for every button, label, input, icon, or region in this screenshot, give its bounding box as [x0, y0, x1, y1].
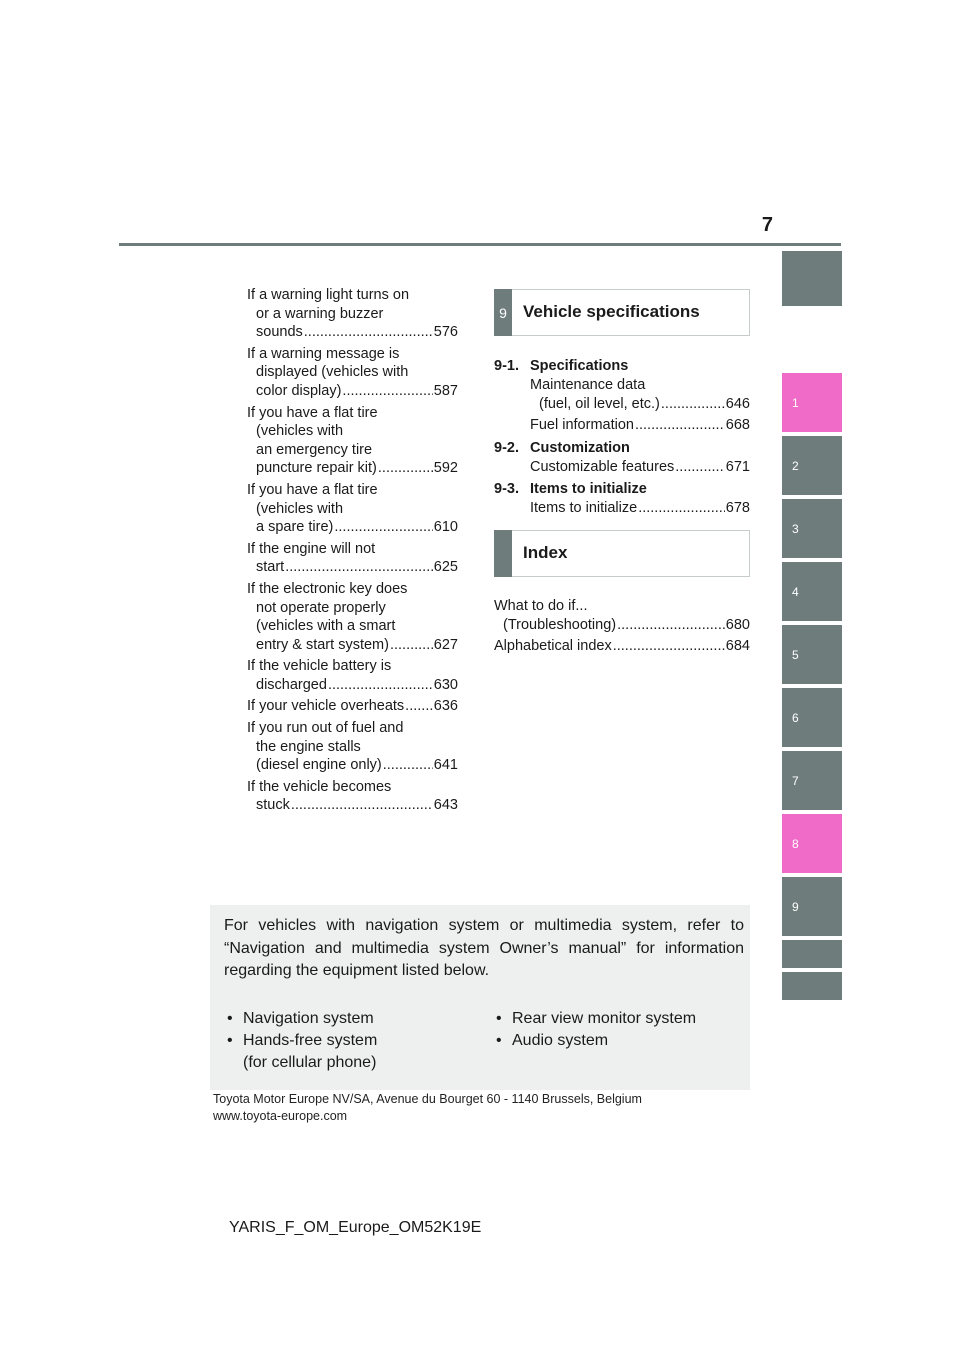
toc-entry-text: (fuel, oil level, etc.): [539, 395, 660, 412]
toc-entry[interactable]: [494, 458, 750, 477]
chapter-tab-blank[interactable]: [782, 251, 842, 306]
section-9-entries: [494, 356, 750, 518]
toc-entry[interactable]: [247, 657, 458, 694]
bullet-text: Hands-free system (for cellular phone): [243, 1032, 378, 1071]
subsection-heading[interactable]: [494, 356, 750, 376]
toc-entry[interactable]: [247, 580, 458, 654]
chapter-tab-label: 3: [792, 521, 799, 536]
note-bullet: [227, 1030, 377, 1074]
toc-page-number: 587: [433, 382, 458, 399]
bullet-dot: •: [227, 1032, 233, 1049]
toc-entry-text: Alphabetical index: [494, 638, 612, 655]
chapter-tab-9[interactable]: [782, 877, 842, 936]
note-bullets-left: [227, 1008, 377, 1074]
dot-leader: [285, 558, 433, 577]
toc-right-column: [494, 289, 750, 659]
toc-entry-line: If a warning message is: [247, 345, 400, 362]
subsection-id: 9-1.: [494, 358, 519, 374]
section-9-header: [494, 289, 750, 336]
dot-leader: [328, 676, 433, 695]
toc-entry-line: (vehicles with a smart: [256, 618, 396, 635]
chapter-tab-6[interactable]: [782, 688, 842, 747]
publisher-website: www.toyota-europe.com: [213, 1109, 348, 1123]
toc-entry[interactable]: [494, 597, 750, 634]
toc-entry-line: If the engine will not: [247, 540, 376, 557]
chapter-tab-label: 6: [792, 710, 799, 725]
note-text: For vehicles with navigation system or multimedia system, refer to “Navigation and multimedia system Owner’s manual” for information regarding the equipment listed below.: [224, 917, 744, 979]
toc-entry-line: (vehicles with: [256, 423, 344, 440]
chapter-tab-blank[interactable]: [782, 972, 842, 1000]
toc-left-column: [247, 286, 458, 818]
dot-leader: [635, 416, 725, 435]
bullet-text: Navigation system: [243, 1010, 374, 1027]
page-number: 7: [761, 214, 773, 236]
section-9-number: 9: [494, 289, 512, 336]
index-entries: [494, 597, 750, 656]
dot-leader: [675, 458, 725, 477]
index-header: [494, 530, 750, 577]
toc-entry-line: If you have a flat tire: [247, 481, 378, 498]
toc-page-number: 627: [433, 636, 458, 653]
toc-page-number: 636: [433, 698, 458, 715]
toc-entry-line: (vehicles with: [256, 500, 344, 517]
toc-page-number: 625: [433, 559, 458, 576]
note-bullet: [227, 1008, 377, 1030]
toc-page-number: 592: [433, 460, 458, 477]
toc-entry-line: Maintenance data: [530, 377, 646, 393]
toc-entry-line: What to do if...: [494, 597, 588, 614]
chapter-tab-label: 2: [792, 458, 799, 473]
dot-leader: [342, 382, 432, 401]
subsection-heading[interactable]: [494, 438, 750, 458]
chapter-tab-label: 5: [792, 647, 799, 662]
toc-entry-text: Items to initialize: [530, 500, 638, 517]
chapter-tab-blank[interactable]: [782, 940, 842, 968]
toc-page-number: 684: [725, 638, 750, 655]
dot-leader: [661, 395, 725, 414]
bullet-dot: •: [496, 1010, 502, 1027]
publisher-address: Toyota Motor Europe NV/SA, Avenue du Bourget 60 - 1140 Brussels, Belgium: [213, 1092, 642, 1106]
toc-entry-text: discharged: [256, 676, 327, 693]
toc-page-number: 668: [725, 417, 750, 434]
toc-entry-text: Fuel information: [530, 417, 634, 434]
toc-entry-text: If your vehicle overheats: [247, 698, 405, 715]
chapter-tab-1[interactable]: [782, 373, 842, 432]
toc-entry-line: If the vehicle becomes: [247, 778, 392, 795]
subsection-title: Specifications: [530, 358, 629, 374]
toc-entry-text: sounds: [256, 324, 303, 341]
toc-entry[interactable]: [494, 416, 750, 435]
toc-entry-text: start: [256, 559, 285, 576]
toc-entry-line: If the vehicle battery is: [247, 658, 392, 675]
toc-entry[interactable]: [494, 376, 750, 413]
bullet-text: Rear view monitor system: [512, 1010, 697, 1027]
chapter-tab-label: 8: [792, 836, 799, 851]
toc-entry[interactable]: [494, 499, 750, 518]
dot-leader: [390, 636, 433, 655]
toc-entry[interactable]: [247, 697, 458, 716]
dot-leader: [334, 518, 432, 537]
toc-entry[interactable]: [247, 540, 458, 577]
chapter-tab-label: 7: [792, 773, 799, 788]
toc-entry-text: (Troubleshooting): [503, 616, 617, 633]
chapter-tab-label: 4: [792, 584, 799, 599]
toc-entry[interactable]: [247, 719, 458, 775]
subsection-id: 9-2.: [494, 439, 519, 456]
toc-page-number: 641: [433, 757, 458, 774]
toc-entry-line: If you have a flat tire: [247, 404, 378, 421]
chapter-tab-5[interactable]: [782, 625, 842, 684]
index-title: Index: [523, 542, 568, 562]
toc-entry-text: Customizable features: [530, 458, 675, 475]
chapter-tab-2[interactable]: [782, 436, 842, 495]
toc-page-number: 680: [725, 616, 750, 633]
dot-leader: [638, 499, 725, 518]
toc-entry-line: not operate properly: [256, 599, 386, 616]
chapter-tab-label: 1: [792, 395, 799, 410]
toc-entry[interactable]: [494, 637, 750, 656]
subsection-title: Customization: [530, 439, 630, 456]
index-tab: [494, 530, 512, 577]
toc-entry[interactable]: [247, 778, 458, 815]
dot-leader: [378, 459, 433, 478]
toc-entry-line: an emergency tire: [256, 441, 373, 458]
toc-entry-line: or a warning buzzer: [256, 305, 384, 322]
subsection-id: 9-3.: [494, 481, 519, 498]
document-code: YARIS_F_OM_Europe_OM52K19E: [229, 1219, 482, 1236]
dot-leader: [617, 616, 725, 635]
toc-page-number: 643: [433, 797, 458, 814]
dot-leader: [613, 637, 725, 656]
chapter-tab-7[interactable]: [782, 751, 842, 810]
subsection-title: Items to initialize: [530, 481, 647, 498]
bullet-text: Audio system: [512, 1032, 609, 1049]
chapter-tab-8[interactable]: [782, 814, 842, 873]
bullet-dot: •: [227, 1010, 233, 1027]
toc-entry-line: If you run out of fuel and: [247, 720, 404, 737]
note-box: [210, 905, 750, 1090]
dot-leader: [383, 756, 433, 775]
toc-entry[interactable]: [247, 481, 458, 537]
toc-page-number: 671: [725, 458, 750, 475]
note-bullets-right: [496, 1008, 696, 1052]
toc-entry-line: If the electronic key does: [247, 580, 408, 597]
toc-entry-text: puncture repair kit): [256, 460, 377, 477]
dot-leader: [291, 796, 433, 815]
toc-entry[interactable]: [247, 286, 458, 342]
toc-entry-text: entry & start system): [256, 636, 389, 653]
toc-page-number: 646: [725, 395, 750, 412]
note-bullet: [496, 1008, 696, 1030]
chapter-tab-4[interactable]: [782, 562, 842, 621]
toc-entry-text: color display): [256, 382, 342, 399]
note-bullet: [496, 1030, 696, 1052]
toc-entry-line: displayed (vehicles with: [256, 364, 409, 381]
header-rule: [119, 243, 841, 246]
subsection-heading[interactable]: [494, 479, 750, 499]
toc-entry-text: stuck: [256, 797, 290, 814]
dot-leader: [405, 697, 433, 716]
dot-leader: [304, 323, 433, 342]
toc-entry[interactable]: [247, 404, 458, 478]
toc-page-number: 576: [433, 324, 458, 341]
toc-entry-text: (diesel engine only): [256, 757, 382, 774]
toc-entry[interactable]: [247, 345, 458, 401]
section-9-title: Vehicle specifications: [523, 302, 700, 321]
chapter-tab-label: 9: [792, 899, 799, 914]
toc-entry-line: If a warning light turns on: [247, 287, 410, 303]
toc-entry-line: the engine stalls: [256, 738, 361, 755]
toc-page-number: 610: [433, 519, 458, 536]
toc-entry-text: a spare tire): [256, 519, 334, 536]
toc-page-number: 678: [725, 500, 750, 517]
bullet-dot: •: [496, 1032, 502, 1049]
chapter-tab-3[interactable]: [782, 499, 842, 558]
toc-page-number: 630: [433, 676, 458, 693]
